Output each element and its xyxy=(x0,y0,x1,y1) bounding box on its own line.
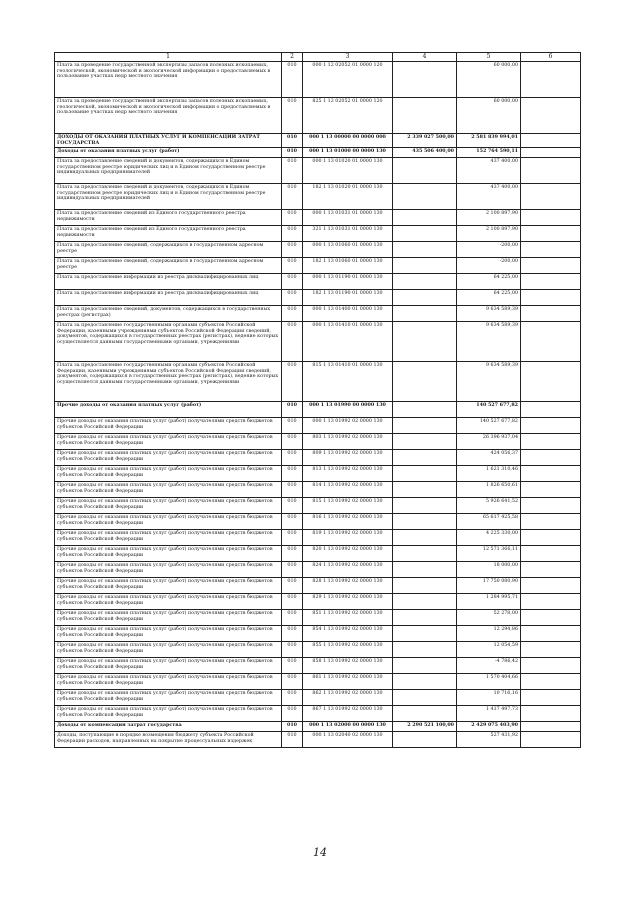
cell-rest xyxy=(521,402,581,418)
cell-rest xyxy=(521,674,581,690)
cell-rest xyxy=(521,706,581,722)
cell-exec: 2 100 897,90 xyxy=(457,226,521,242)
table-row xyxy=(55,148,581,158)
cell-kbk: 861 1 13 01992 02 0000 130 xyxy=(303,674,393,690)
cell-code: 010 xyxy=(282,434,303,450)
table-row xyxy=(55,242,581,258)
cell-exec: 65 617 425,58 xyxy=(457,514,521,530)
cell-name: Прочие доходы от оказания платных услуг (работ) получателями средств бюджетов субъектов Российской Федерации xyxy=(55,482,282,498)
cell-exec: 1 570 404,66 xyxy=(457,674,521,690)
table-row xyxy=(55,434,581,450)
page-number: 14 xyxy=(313,846,327,859)
cell-exec: 60 000,00 xyxy=(457,62,521,98)
cell-code: 010 xyxy=(282,498,303,514)
cell-plan xyxy=(393,546,457,562)
cell-name: Плата за проведение государственной экспертизы запасов полезных ископаемых, геологической, экономической и экологической информации о предоставляемых в пользование участках недр местного значения xyxy=(55,98,282,134)
cell-rest xyxy=(521,450,581,466)
cell-code: 010 xyxy=(282,322,303,362)
cell-rest xyxy=(521,210,581,226)
cell-code: 010 xyxy=(282,362,303,402)
cell-rest xyxy=(521,306,581,322)
cell-name: Прочие доходы от оказания платных услуг (работ) xyxy=(55,402,282,418)
table-row xyxy=(55,498,581,514)
cell-exec: 2 581 839 994,01 xyxy=(457,134,521,148)
report-table-container xyxy=(54,52,580,748)
table-row xyxy=(55,732,581,748)
table-row xyxy=(55,62,581,98)
cell-rest xyxy=(521,482,581,498)
table-row xyxy=(55,610,581,626)
cell-kbk: 851 1 13 01992 02 0000 130 xyxy=(303,610,393,626)
cell-rest xyxy=(521,274,581,290)
cell-kbk: 858 1 13 01992 02 0000 130 xyxy=(303,658,393,674)
cell-code: 010 xyxy=(282,706,303,722)
cell-rest xyxy=(521,134,581,148)
cell-kbk: 000 1 13 01990 00 0000 130 xyxy=(303,402,393,418)
cell-rest xyxy=(521,148,581,158)
cell-code: 010 xyxy=(282,306,303,322)
table-row xyxy=(55,134,581,148)
cell-exec: 1 284 995,71 xyxy=(457,594,521,610)
cell-plan xyxy=(393,226,457,242)
cell-code: 010 xyxy=(282,642,303,658)
cell-code: 010 xyxy=(282,184,303,210)
cell-rest xyxy=(521,226,581,242)
cell-name: ДОХОДЫ ОТ ОКАЗАНИЯ ПЛАТНЫХ УСЛУГ И КОМПЕНСАЦИИ ЗАТРАТ ГОСУДАРСТВА xyxy=(55,134,282,148)
cell-name: Прочие доходы от оказания платных услуг (работ) получателями средств бюджетов субъектов Российской Федерации xyxy=(55,498,282,514)
cell-exec: 26 396 937,04 xyxy=(457,434,521,450)
cell-kbk: 815 1 13 01992 02 0000 130 xyxy=(303,498,393,514)
cell-code: 010 xyxy=(282,658,303,674)
cell-kbk: 824 1 13 01992 02 0000 130 xyxy=(303,562,393,578)
cell-plan xyxy=(393,732,457,748)
cell-name: Плата за предоставление сведений, содержащихся в государственном адресном реестре xyxy=(55,242,282,258)
cell-name: Плата за предоставление сведений, документов, содержащихся в государственных реестрах (регистрах) xyxy=(55,306,282,322)
cell-plan xyxy=(393,402,457,418)
cell-exec: 424 056,37 xyxy=(457,450,521,466)
cell-name: Прочие доходы от оказания платных услуг (работ) получателями средств бюджетов субъектов Российской Федерации xyxy=(55,434,282,450)
cell-plan xyxy=(393,274,457,290)
cell-exec: 437 400,00 xyxy=(457,158,521,184)
table-row xyxy=(55,450,581,466)
cell-name: Доходы от компенсации затрат государства xyxy=(55,722,282,732)
table-row xyxy=(55,722,581,732)
table-row xyxy=(55,226,581,242)
income-report-table xyxy=(54,52,581,748)
cell-kbk: 182 1 13 01020 01 0000 130 xyxy=(303,184,393,210)
table-row xyxy=(55,362,581,402)
cell-code: 010 xyxy=(282,594,303,610)
cell-rest xyxy=(521,626,581,642)
cell-rest xyxy=(521,530,581,546)
cell-exec: 527 431,92 xyxy=(457,732,521,748)
cell-plan xyxy=(393,706,457,722)
cell-name: Плата за проведение государственной экспертизы запасов полезных ископаемых, геологической, экономической и экологической информации о предоставляемых в пользование участках недр местного значения xyxy=(55,62,282,98)
cell-kbk: 820 1 13 01992 02 0000 130 xyxy=(303,546,393,562)
cell-name: Прочие доходы от оказания платных услуг (работ) получателями средств бюджетов субъектов Российской Федерации xyxy=(55,546,282,562)
cell-kbk: 829 1 13 01992 02 0000 130 xyxy=(303,594,393,610)
cell-code: 010 xyxy=(282,134,303,148)
cell-name: Прочие доходы от оказания платных услуг (работ) получателями средств бюджетов субъектов Российской Федерации xyxy=(55,610,282,626)
cell-exec: 5 926 641,52 xyxy=(457,498,521,514)
table-row xyxy=(55,184,581,210)
cell-code: 010 xyxy=(282,578,303,594)
cell-name: Прочие доходы от оказания платных услуг (работ) получателями средств бюджетов субъектов Российской Федерации xyxy=(55,450,282,466)
cell-plan xyxy=(393,418,457,434)
cell-exec: 12 054,59 xyxy=(457,642,521,658)
cell-rest xyxy=(521,642,581,658)
cell-plan xyxy=(393,242,457,258)
cell-code: 010 xyxy=(282,98,303,134)
cell-kbk: 815 1 13 01410 01 0000 130 xyxy=(303,362,393,402)
cell-code: 010 xyxy=(282,210,303,226)
cell-code: 010 xyxy=(282,158,303,184)
cell-code: 010 xyxy=(282,482,303,498)
cell-code: 010 xyxy=(282,418,303,434)
cell-plan xyxy=(393,306,457,322)
cell-code: 010 xyxy=(282,562,303,578)
cell-code: 010 xyxy=(282,514,303,530)
cell-plan xyxy=(393,362,457,402)
cell-exec: 12 294,86 xyxy=(457,626,521,642)
cell-exec: 4 225 330,00 xyxy=(457,530,521,546)
cell-kbk: 816 1 13 01992 02 0000 130 xyxy=(303,514,393,530)
cell-kbk: 825 1 12 02052 01 0000 120 xyxy=(303,98,393,134)
cell-name: Плата за предоставление государственными органами субъектов Российской Федерации, казенными учреждениями субъектов Российской Федерации сведений, документов, содержащихся в государственных реестрах (регистрах), ведение которых осуществляется данными государственными органами, учреждениями xyxy=(55,322,282,362)
table-row xyxy=(55,210,581,226)
cell-exec: 9 634 589,39 xyxy=(457,322,521,362)
cell-code: 010 xyxy=(282,546,303,562)
cell-kbk: 862 1 13 01992 02 0000 130 xyxy=(303,690,393,706)
cell-plan xyxy=(393,450,457,466)
cell-plan: 2 339 027 500,00 xyxy=(393,134,457,148)
cell-name: Прочие доходы от оказания платных услуг (работ) получателями средств бюджетов субъектов Российской Федерации xyxy=(55,674,282,690)
cell-code: 010 xyxy=(282,450,303,466)
cell-name: Плата за предоставление сведений и документов, содержащихся в Едином государственном реестре юридических лиц и в Едином государственном реестре индивидуальных предпринимателей xyxy=(55,158,282,184)
cell-rest xyxy=(521,158,581,184)
cell-rest xyxy=(521,562,581,578)
table-row xyxy=(55,98,581,134)
cell-kbk: 000 1 13 01992 02 0000 130 xyxy=(303,418,393,434)
cell-kbk: 814 1 13 01992 02 0000 130 xyxy=(303,482,393,498)
cell-name: Прочие доходы от оказания платных услуг (работ) получателями средств бюджетов субъектов Российской Федерации xyxy=(55,706,282,722)
cell-kbk: 828 1 13 01992 02 0000 130 xyxy=(303,578,393,594)
cell-name: Плата за предоставление сведений и документов, содержащихся в Едином государственном реестре юридических лиц и в Едином государственном реестре индивидуальных предпринимателей xyxy=(55,184,282,210)
cell-plan xyxy=(393,530,457,546)
table-row xyxy=(55,402,581,418)
cell-code: 010 xyxy=(282,690,303,706)
cell-name: Прочие доходы от оказания платных услуг (работ) получателями средств бюджетов субъектов Российской Федерации xyxy=(55,578,282,594)
cell-exec: 140 527 677,82 xyxy=(457,402,521,418)
cell-plan xyxy=(393,514,457,530)
table-row xyxy=(55,674,581,690)
cell-name: Доходы от оказания платных услуг (работ) xyxy=(55,148,282,158)
cell-kbk: 000 1 13 01190 01 0000 130 xyxy=(303,274,393,290)
cell-exec: 1 826 650,61 xyxy=(457,482,521,498)
table-row xyxy=(55,482,581,498)
cell-plan xyxy=(393,482,457,498)
table-row xyxy=(55,290,581,306)
cell-plan xyxy=(393,466,457,482)
cell-code: 010 xyxy=(282,402,303,418)
cell-plan xyxy=(393,210,457,226)
column-header-2: 2 xyxy=(282,53,303,62)
cell-code: 010 xyxy=(282,274,303,290)
cell-kbk: 803 1 13 01992 02 0000 130 xyxy=(303,434,393,450)
cell-kbk: 000 1 13 01060 01 0000 130 xyxy=(303,242,393,258)
cell-name: Плата за предоставление сведений из Единого государственного реестра недвижимости xyxy=(55,210,282,226)
cell-code: 010 xyxy=(282,732,303,748)
cell-exec: 9 634 589,39 xyxy=(457,306,521,322)
cell-plan xyxy=(393,594,457,610)
table-row xyxy=(55,258,581,274)
cell-plan xyxy=(393,578,457,594)
cell-exec: 12 571 366,11 xyxy=(457,546,521,562)
cell-kbk: 000 1 13 02040 02 0000 130 xyxy=(303,732,393,748)
cell-exec: -4 786,42 xyxy=(457,658,521,674)
cell-code: 010 xyxy=(282,466,303,482)
cell-kbk: 000 1 13 00000 00 0000 000 xyxy=(303,134,393,148)
cell-code: 010 xyxy=(282,242,303,258)
cell-kbk: 000 1 13 01400 01 0000 130 xyxy=(303,306,393,322)
cell-exec: 2 429 075 403,90 xyxy=(457,722,521,732)
cell-name: Доходы, поступающие в порядке возмещения бюджету субъекта Российской Федерации расходов, направленных на покрытие процессуальных издержек xyxy=(55,732,282,748)
table-row xyxy=(55,546,581,562)
table-row xyxy=(55,626,581,642)
cell-name: Прочие доходы от оказания платных услуг (работ) получателями средств бюджетов субъектов Российской Федерации xyxy=(55,418,282,434)
cell-exec: 10 716,16 xyxy=(457,690,521,706)
cell-plan xyxy=(393,642,457,658)
cell-plan xyxy=(393,258,457,274)
cell-exec: 64 225,00 xyxy=(457,290,521,306)
cell-code: 010 xyxy=(282,148,303,158)
column-header-5: 5 xyxy=(457,53,521,62)
cell-rest xyxy=(521,610,581,626)
table-row xyxy=(55,322,581,362)
column-header-4: 4 xyxy=(393,53,457,62)
cell-exec: 52 278,00 xyxy=(457,610,521,626)
cell-rest xyxy=(521,184,581,210)
column-header-6: 6 xyxy=(521,53,581,62)
cell-kbk: 000 1 13 01031 01 0000 130 xyxy=(303,210,393,226)
cell-exec: 1 417 497,73 xyxy=(457,706,521,722)
cell-kbk: 182 1 13 01190 01 0000 130 xyxy=(303,290,393,306)
cell-exec: 1 621 310,46 xyxy=(457,466,521,482)
cell-name: Прочие доходы от оказания платных услуг (работ) получателями средств бюджетов субъектов Российской Федерации xyxy=(55,626,282,642)
cell-kbk: 855 1 13 01992 02 0000 130 xyxy=(303,642,393,658)
cell-exec: -200,00 xyxy=(457,242,521,258)
cell-rest xyxy=(521,98,581,134)
table-row xyxy=(55,274,581,290)
cell-code: 010 xyxy=(282,226,303,242)
cell-plan xyxy=(393,434,457,450)
cell-kbk: 000 1 13 01000 00 0000 130 xyxy=(303,148,393,158)
cell-code: 010 xyxy=(282,290,303,306)
cell-kbk: 867 1 13 01992 02 0000 130 xyxy=(303,706,393,722)
header-row xyxy=(55,53,581,62)
cell-rest xyxy=(521,658,581,674)
cell-plan xyxy=(393,498,457,514)
cell-name: Прочие доходы от оказания платных услуг (работ) получателями средств бюджетов субъектов Российской Федерации xyxy=(55,466,282,482)
cell-exec: 152 764 590,11 xyxy=(457,148,521,158)
cell-plan xyxy=(393,562,457,578)
cell-code: 010 xyxy=(282,530,303,546)
cell-plan: 435 506 400,00 xyxy=(393,148,457,158)
cell-rest xyxy=(521,62,581,98)
cell-name: Прочие доходы от оказания платных услуг (работ) получателями средств бюджетов субъектов Российской Федерации xyxy=(55,658,282,674)
table-row xyxy=(55,514,581,530)
cell-rest xyxy=(521,362,581,402)
cell-rest xyxy=(521,418,581,434)
cell-name: Прочие доходы от оказания платных услуг (работ) получателями средств бюджетов субъектов Российской Федерации xyxy=(55,594,282,610)
cell-code: 010 xyxy=(282,610,303,626)
cell-code: 010 xyxy=(282,62,303,98)
cell-plan xyxy=(393,98,457,134)
cell-rest xyxy=(521,732,581,748)
table-row xyxy=(55,466,581,482)
cell-rest xyxy=(521,546,581,562)
cell-name: Плата за предоставление сведений, содержащихся в государственном адресном реестре xyxy=(55,258,282,274)
cell-rest xyxy=(521,722,581,732)
cell-name: Прочие доходы от оказания платных услуг (работ) получателями средств бюджетов субъектов Российской Федерации xyxy=(55,514,282,530)
table-row xyxy=(55,158,581,184)
cell-kbk: 000 1 12 02052 01 0000 120 xyxy=(303,62,393,98)
cell-kbk: 000 1 13 01020 01 0000 130 xyxy=(303,158,393,184)
cell-rest xyxy=(521,498,581,514)
cell-exec: -200,00 xyxy=(457,258,521,274)
cell-plan xyxy=(393,626,457,642)
cell-name: Плата за предоставление информации из реестра дисквалифицированных лиц xyxy=(55,290,282,306)
cell-name: Плата за предоставление информации из реестра дисквалифицированных лиц xyxy=(55,274,282,290)
cell-kbk: 809 1 13 01992 02 0000 130 xyxy=(303,450,393,466)
cell-kbk: 000 1 13 02000 00 0000 130 xyxy=(303,722,393,732)
table-row xyxy=(55,530,581,546)
cell-plan xyxy=(393,290,457,306)
cell-exec: 60 000,00 xyxy=(457,98,521,134)
cell-rest xyxy=(521,594,581,610)
cell-exec: 437 400,00 xyxy=(457,184,521,210)
cell-name: Плата за предоставление сведений из Единого государственного реестра недвижимости xyxy=(55,226,282,242)
table-row xyxy=(55,642,581,658)
cell-kbk: 813 1 13 01992 02 0000 130 xyxy=(303,466,393,482)
cell-rest xyxy=(521,290,581,306)
cell-code: 010 xyxy=(282,626,303,642)
cell-plan: 2 290 521 100,00 xyxy=(393,722,457,732)
cell-plan xyxy=(393,610,457,626)
cell-name: Прочие доходы от оказания платных услуг (работ) получателями средств бюджетов субъектов Российской Федерации xyxy=(55,690,282,706)
cell-rest xyxy=(521,578,581,594)
table-row xyxy=(55,594,581,610)
cell-code: 010 xyxy=(282,674,303,690)
column-header-1: 1 xyxy=(55,53,282,62)
cell-name: Прочие доходы от оказания платных услуг (работ) получателями средств бюджетов субъектов Российской Федерации xyxy=(55,530,282,546)
cell-kbk: 000 1 13 01410 01 0000 130 xyxy=(303,322,393,362)
cell-plan xyxy=(393,658,457,674)
cell-exec: 9 634 589,39 xyxy=(457,362,521,402)
cell-rest xyxy=(521,690,581,706)
cell-plan xyxy=(393,158,457,184)
cell-exec: 140 527 677,82 xyxy=(457,418,521,434)
cell-exec: 18 000,00 xyxy=(457,562,521,578)
table-row xyxy=(55,578,581,594)
cell-rest xyxy=(521,514,581,530)
cell-rest xyxy=(521,434,581,450)
cell-rest xyxy=(521,258,581,274)
cell-name: Плата за предоставление государственными органами субъектов Российской Федерации, казенными учреждениями субъектов Российской Федерации сведений, документов, содержащихся в государственных реестрах (регистрах), ведение которых осуществляется данными государственными органами, учреждениями xyxy=(55,362,282,402)
table-row xyxy=(55,306,581,322)
cell-kbk: 321 1 13 01031 01 0000 130 xyxy=(303,226,393,242)
cell-exec: 64 225,00 xyxy=(457,274,521,290)
cell-exec: 17 750 080,90 xyxy=(457,578,521,594)
cell-kbk: 182 1 13 01060 01 0000 130 xyxy=(303,258,393,274)
cell-plan xyxy=(393,62,457,98)
cell-code: 010 xyxy=(282,722,303,732)
table-row xyxy=(55,418,581,434)
cell-name: Прочие доходы от оказания платных услуг (работ) получателями средств бюджетов субъектов Российской Федерации xyxy=(55,562,282,578)
cell-kbk: 819 1 13 01992 02 0000 130 xyxy=(303,530,393,546)
cell-plan xyxy=(393,184,457,210)
table-row xyxy=(55,690,581,706)
cell-code: 010 xyxy=(282,258,303,274)
cell-plan xyxy=(393,674,457,690)
table-row xyxy=(55,562,581,578)
cell-rest xyxy=(521,322,581,362)
cell-name: Прочие доходы от оказания платных услуг (работ) получателями средств бюджетов субъектов Российской Федерации xyxy=(55,642,282,658)
table-body xyxy=(55,62,581,748)
column-header-3: 3 xyxy=(303,53,393,62)
table-row xyxy=(55,706,581,722)
cell-plan xyxy=(393,690,457,706)
cell-exec: 2 100 897,90 xyxy=(457,210,521,226)
table-row xyxy=(55,658,581,674)
cell-rest xyxy=(521,466,581,482)
cell-plan xyxy=(393,322,457,362)
cell-kbk: 854 1 13 01992 02 0000 130 xyxy=(303,626,393,642)
cell-rest xyxy=(521,242,581,258)
